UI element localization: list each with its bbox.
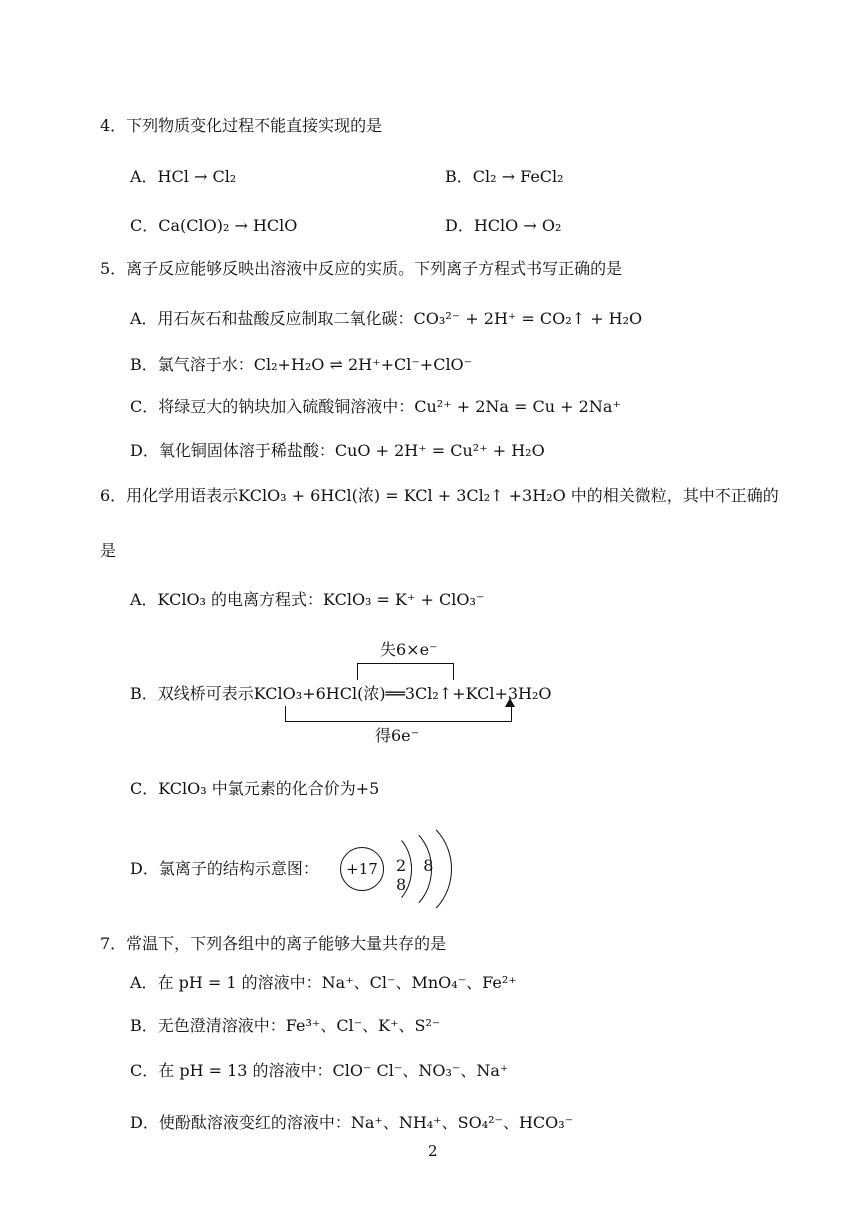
nucleus: +17 xyxy=(340,847,384,891)
gain-arrow-icon xyxy=(505,698,515,707)
q5-option-c: C．将绿豆大的钠块加入硫酸铜溶液中：Cu²⁺ + 2Na = Cu + 2Na⁺ xyxy=(130,397,621,416)
q7-stem: 7．常温下，下列各组中的离子能够大量共存的是 xyxy=(100,934,447,953)
q4-option-a: A．HCl → Cl₂ xyxy=(130,167,237,186)
q6-option-c: C．KClO₃ 中氯元素的化合价为+5 xyxy=(130,779,380,798)
q7-option-b: B．无色澄清溶液中：Fe³⁺、Cl⁻、K⁺、S²⁻ xyxy=(130,1016,441,1035)
page-number: 2 xyxy=(428,1142,438,1160)
q4-option-b: B．Cl₂ → FeCl₂ xyxy=(445,167,564,186)
q6-option-b-diagram xyxy=(130,640,590,755)
q5-option-a: A．用石灰石和盐酸反应制取二氧化碳：CO₃²⁻ + 2H⁺ = CO₂↑ + H₂O xyxy=(130,309,643,328)
electron-loss-label: 失6×e⁻ xyxy=(380,640,438,659)
q6-stem-continued: 是 xyxy=(100,541,117,560)
electron-gain-label: 得6e⁻ xyxy=(375,726,420,745)
q7-option-d: D．使酚酞溶液变红的溶液中：Na⁺、NH₄⁺、SO₄²⁻、HCO₃⁻ xyxy=(130,1113,574,1132)
gain-bracket xyxy=(285,706,512,722)
q6-stem: 6．用化学用语表示KClO₃ + 6HCl(浓) = KCl + 3Cl₂↑ +3H₂O 中的相关微粒，其中不正确的 xyxy=(100,486,779,505)
q5-option-d: D．氧化铜固体溶于稀盐酸：CuO + 2H⁺ = Cu²⁺ + H₂O xyxy=(130,441,545,460)
chloride-ion-structure-diagram xyxy=(330,818,450,918)
q4-option-d: D．HClO → O₂ xyxy=(445,216,562,235)
electron-shells: 2 8 8 xyxy=(396,856,440,894)
q5-stem: 5．离子反应能够反映出溶液中反应的实质。下列离子方程式书写正确的是 xyxy=(100,259,623,278)
q5-option-b: B．氯气溶于水：Cl₂+H₂O ⇌ 2H⁺+Cl⁻+ClO⁻ xyxy=(130,355,473,374)
q4-stem: 4．下列物质变化过程不能直接实现的是 xyxy=(100,116,383,135)
q7-option-a: A．在 pH = 1 的溶液中：Na⁺、Cl⁻、MnO₄⁻、Fe²⁺ xyxy=(130,973,517,992)
loss-bracket xyxy=(357,663,454,680)
q6-option-a: A．KClO₃ 的电离方程式：KClO₃ = K⁺ + ClO₃⁻ xyxy=(130,590,485,609)
q7-option-c: C．在 pH = 13 的溶液中：ClO⁻ Cl⁻、NO₃⁻、Na⁺ xyxy=(130,1061,509,1080)
q6-option-d: D．氯离子的结构示意图： xyxy=(130,859,319,878)
q6-option-b-equation: B．双线桥可表示KClO₃+6HCl(浓)══3Cl₂↑+KCl+3H₂O xyxy=(130,684,552,703)
q4-option-c: C．Ca(ClO)₂ → HClO xyxy=(130,216,298,235)
